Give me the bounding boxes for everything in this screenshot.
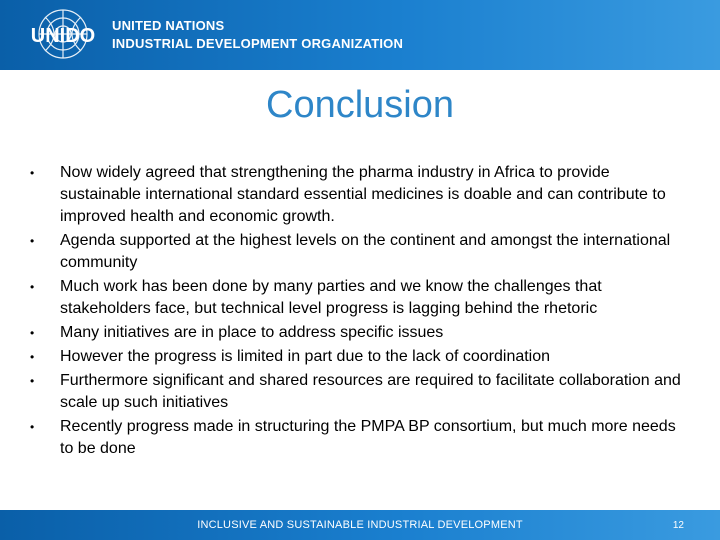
bullet-item [28, 416, 688, 460]
bullet-item [28, 162, 688, 228]
bullet-item [28, 322, 688, 344]
bullet-text: However the progress is limited in part due to the lack of coordination [60, 348, 551, 365]
bullet-item [28, 230, 688, 274]
bullet-text: Much work has been done by many parties and we know the challenges that stakeholders face, but technical level progress is lagging behind the rhetoric [60, 278, 602, 317]
footer-tagline: INCLUSIVE AND SUSTAINABLE INDUSTRIAL DEVELOPMENT [197, 519, 523, 531]
logo-text: UNIDO [30, 25, 96, 47]
bullet-list [28, 162, 688, 462]
bullet-dot-icon: • [30, 350, 35, 364]
bullet-item [28, 370, 688, 414]
unido-emblem-icon [28, 6, 98, 64]
org-name-line1: UNITED NATIONS [112, 18, 225, 33]
bullet-dot-icon: • [30, 420, 35, 434]
bullet-text: Recently progress made in structuring the PMPA BP consortium, but much more needs to be done [60, 418, 676, 457]
header-banner [0, 0, 720, 70]
bullet-text: Now widely agreed that strengthening the pharma industry in Africa to provide sustainable international standard essential medicines is doable and can contribute to improved health and economic growth. [60, 164, 666, 225]
slide-title: Conclusion [266, 84, 454, 126]
bullet-dot-icon: • [30, 166, 35, 180]
page-number: 12 [672, 520, 684, 531]
footer-banner [0, 510, 720, 540]
bullet-text: Furthermore significant and shared resources are required to facilitate collaboration and scale up such initiatives [60, 372, 681, 411]
bullet-dot-icon: • [30, 280, 35, 294]
bullet-dot-icon: • [30, 234, 35, 248]
bullet-text: Agenda supported at the highest levels on the continent and amongst the international community [60, 232, 671, 271]
bullet-item [28, 346, 688, 368]
bullet-dot-icon: • [30, 374, 35, 388]
bullet-text: Many initiatives are in place to address specific issues [60, 324, 444, 341]
bullet-item [28, 276, 688, 320]
org-name-line2: INDUSTRIAL DEVELOPMENT ORGANIZATION [112, 36, 404, 51]
bullet-dot-icon: • [30, 326, 35, 340]
